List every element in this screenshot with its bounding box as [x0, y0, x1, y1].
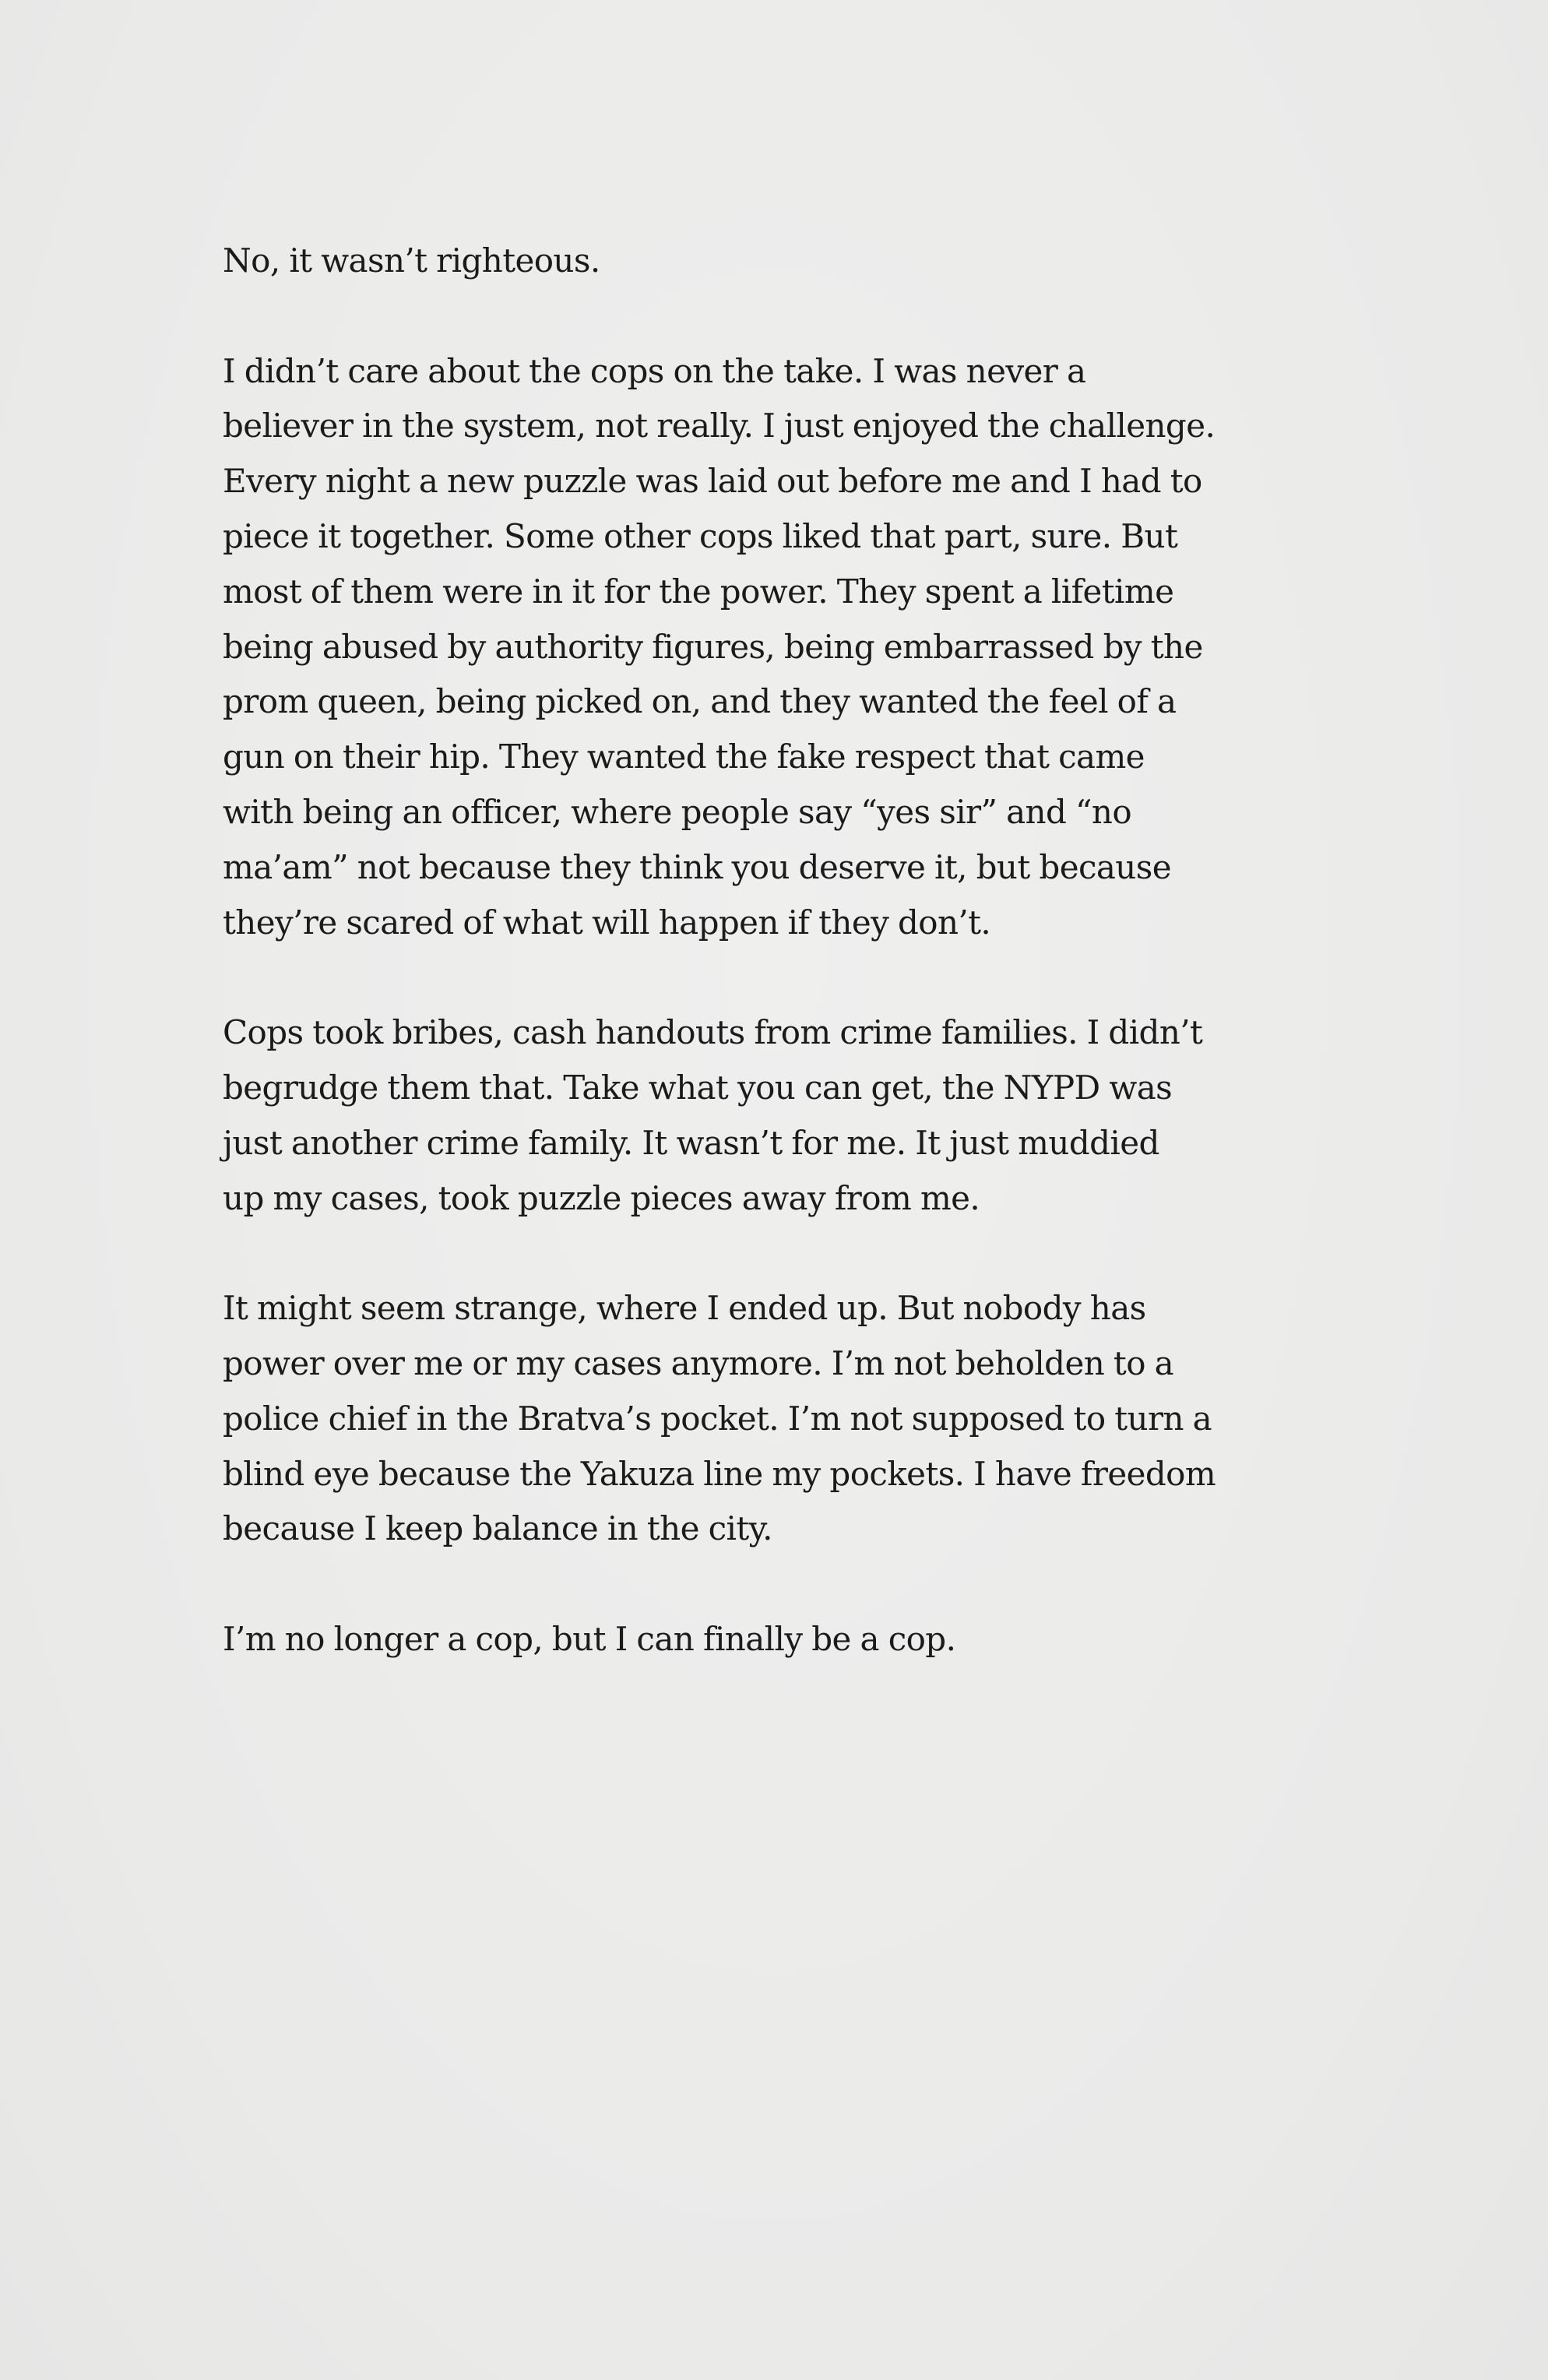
text-line: believer in the system, not really. I just enjoyed the challenge. [223, 407, 1216, 445]
paragraph-2 [223, 344, 1375, 951]
text-line: Every night a new puzzle was laid out before me and I had to [223, 462, 1202, 501]
text-line: most of them were in it for the power. They spent a lifetime [223, 572, 1174, 611]
text-line: police chief in the Bratva’s pocket. I’m not supposed to turn a [223, 1399, 1212, 1438]
text-line: No, it wasn’t righteous. [223, 241, 600, 280]
text-line: It might seem strange, where I ended up. But nobody has [223, 1289, 1146, 1328]
paragraph-1 [223, 234, 1375, 289]
text-line: piece it together. Some other cops liked that part, sure. But [223, 516, 1178, 555]
text-line: power over me or my cases anymore. I’m not beholden to a [223, 1343, 1174, 1382]
text-line: gun on their hip. They wanted the fake respect that came [223, 738, 1145, 776]
text-line: because I keep balance in the city. [223, 1509, 772, 1548]
text-line: begrudge them that. Take what you can get, the NYPD was [223, 1068, 1173, 1107]
paragraph-5 [223, 1612, 1375, 1667]
paragraph-3 [223, 1005, 1375, 1226]
text-line: just another crime family. It wasn’t for me. It just muddied [223, 1123, 1159, 1162]
text-line: with being an officer, where people say “yes sir” and “no [223, 792, 1132, 831]
text-line: ma’am” not because they think you deserve it, but because [223, 847, 1171, 886]
text-line: prom queen, being picked on, and they wanted the feel of a [223, 682, 1177, 721]
text-line: up my cases, took puzzle pieces away from me. [223, 1178, 980, 1217]
body-text [223, 234, 1375, 1723]
text-line: I’m no longer a cop, but I can finally be a cop. [223, 1619, 956, 1658]
text-line: being abused by authority figures, being embarrassed by the [223, 627, 1203, 666]
paragraph-4 [223, 1281, 1375, 1557]
text-line: Cops took bribes, cash handouts from crime families. I didn’t [223, 1013, 1203, 1052]
text-line: blind eye because the Yakuza line my pockets. I have freedom [223, 1454, 1216, 1493]
text-line: they’re scared of what will happen if they don’t. [223, 903, 991, 942]
text-line: I didn’t care about the cops on the take. I was never a [223, 351, 1086, 390]
